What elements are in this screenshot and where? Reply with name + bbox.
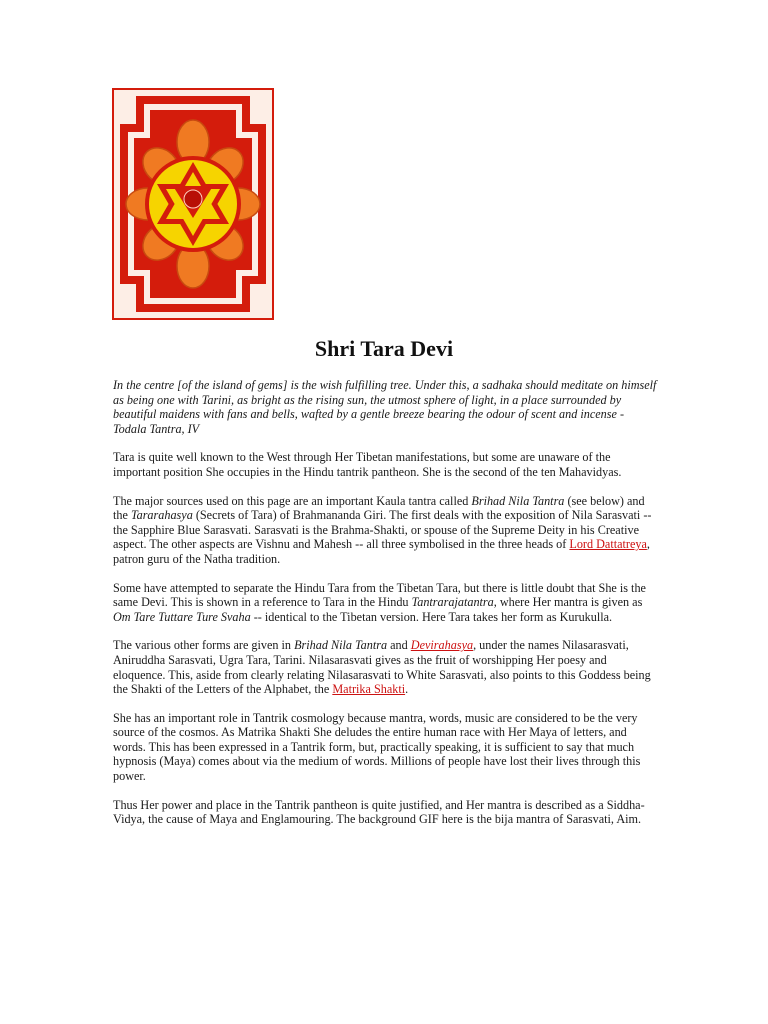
text-run: and — [387, 638, 411, 653]
link-label: Devirahasya — [410, 638, 474, 653]
text-run: , patron guru of the Natha tradition. — [113, 537, 650, 566]
text-run: , where Her mantra is given as — [493, 595, 643, 610]
text-run: The major sources used on this page are an important Kaula tantra called — [113, 493, 472, 508]
paragraph-6: Thus Her power and place in the Tantrik pantheon is quite justified, and Her mantra is described as a Siddha-Vidya, the cause of Maya and Englamouring. The background GIF here is the bija mantra of Sarasvati, Aim. — [113, 797, 645, 827]
page-title: Shri Tara Devi — [314, 336, 454, 361]
text-run-italic: Tararahasya — [130, 508, 193, 523]
paragraph-5: She has an important role in Tantrik cosmology because mantra, words, music are considered to be the very source of the cosmos. As Matrika Shakti She deludes the entire human race with Her Maya of letters, and words. This has been expressed in a Tantrik form, but, practically speaking, it is sufficient to say that much hypnosis (Maya) comes about via the medium of words. Millions of people have lost their lives through this power. — [113, 710, 641, 784]
tara-yantra-image — [112, 88, 274, 320]
text-run: (see below) and the — [113, 493, 645, 523]
link-matrika-shakti[interactable]: Matrika Shakti — [332, 682, 406, 697]
text-run-italic: Om Tare Tuttare Ture Svaha — [113, 609, 251, 624]
paragraph-4 — [113, 638, 658, 696]
text-run: (Secrets of Tara) of Brahmananda Giri. The first deals with the exposition of Nila Sarasvati -- the Sapphire Blue Sarasvati. Sarasvati is the Brahma-Shakti, or spouse of the Supreme Deity in his Creative aspect. The other aspects are Vishnu and Mahesh -- all three symbolised in the three heads of — [113, 508, 652, 552]
text-run: . — [405, 682, 409, 697]
text-run: , under the names Nilasarasvati, Aniruddha Sarasvati, Ugra Tara, Tarini. Nilasarasvati gives as the fruit of worshipping Her poesy and eloquence. This, aside from clearly relating Nilasarasvati to White Sarasvati, also points to this Goddess being the Shakti of the Letters of the Alphabet, the — [113, 638, 651, 697]
text-run: -- identical to the Tibetan version. Here Tara takes her form as Kurukulla. — [250, 609, 613, 624]
paragraph-2 — [113, 494, 658, 567]
text-run: Some have attempted to separate the Hindu Tara from the Tibetan Tara, but there is little doubt that She is the same Devi. This is shown in a reference to Tara in the Hindu — [113, 580, 646, 610]
paragraph-1: Tara is quite well known to the West through Her Tibetan manifestations, but some are unaware of the important position She occupies in the Hindu tantrik pantheon. She is the second of the ten Mahavidyas. — [113, 450, 622, 479]
text-run-italic: Tantrarajatantra — [411, 595, 494, 610]
paragraph-3 — [113, 581, 658, 625]
text-run: The various other forms are given in — [113, 638, 295, 653]
link-lord-dattatreya[interactable]: Lord Dattatreya — [569, 537, 647, 552]
text-run-italic: Brihad Nila Tantra — [294, 638, 388, 653]
article-body — [113, 378, 658, 841]
link-devirahasya[interactable] — [411, 638, 473, 652]
epigraph-quote: In the centre [of the island of gems] is the wish fulfilling tree. Under this, a sadhaka should meditate on himself as being one with Tarini, as bright as the rising sun, the utmost sphere of light, in a place surrounded by beautiful maidens with fans and bells, wafted by a gentle breeze bearing the odour of scent and incense - Todala Tantra, IV — [113, 378, 657, 436]
text-run-italic: Brihad Nila Tantra — [471, 493, 565, 508]
